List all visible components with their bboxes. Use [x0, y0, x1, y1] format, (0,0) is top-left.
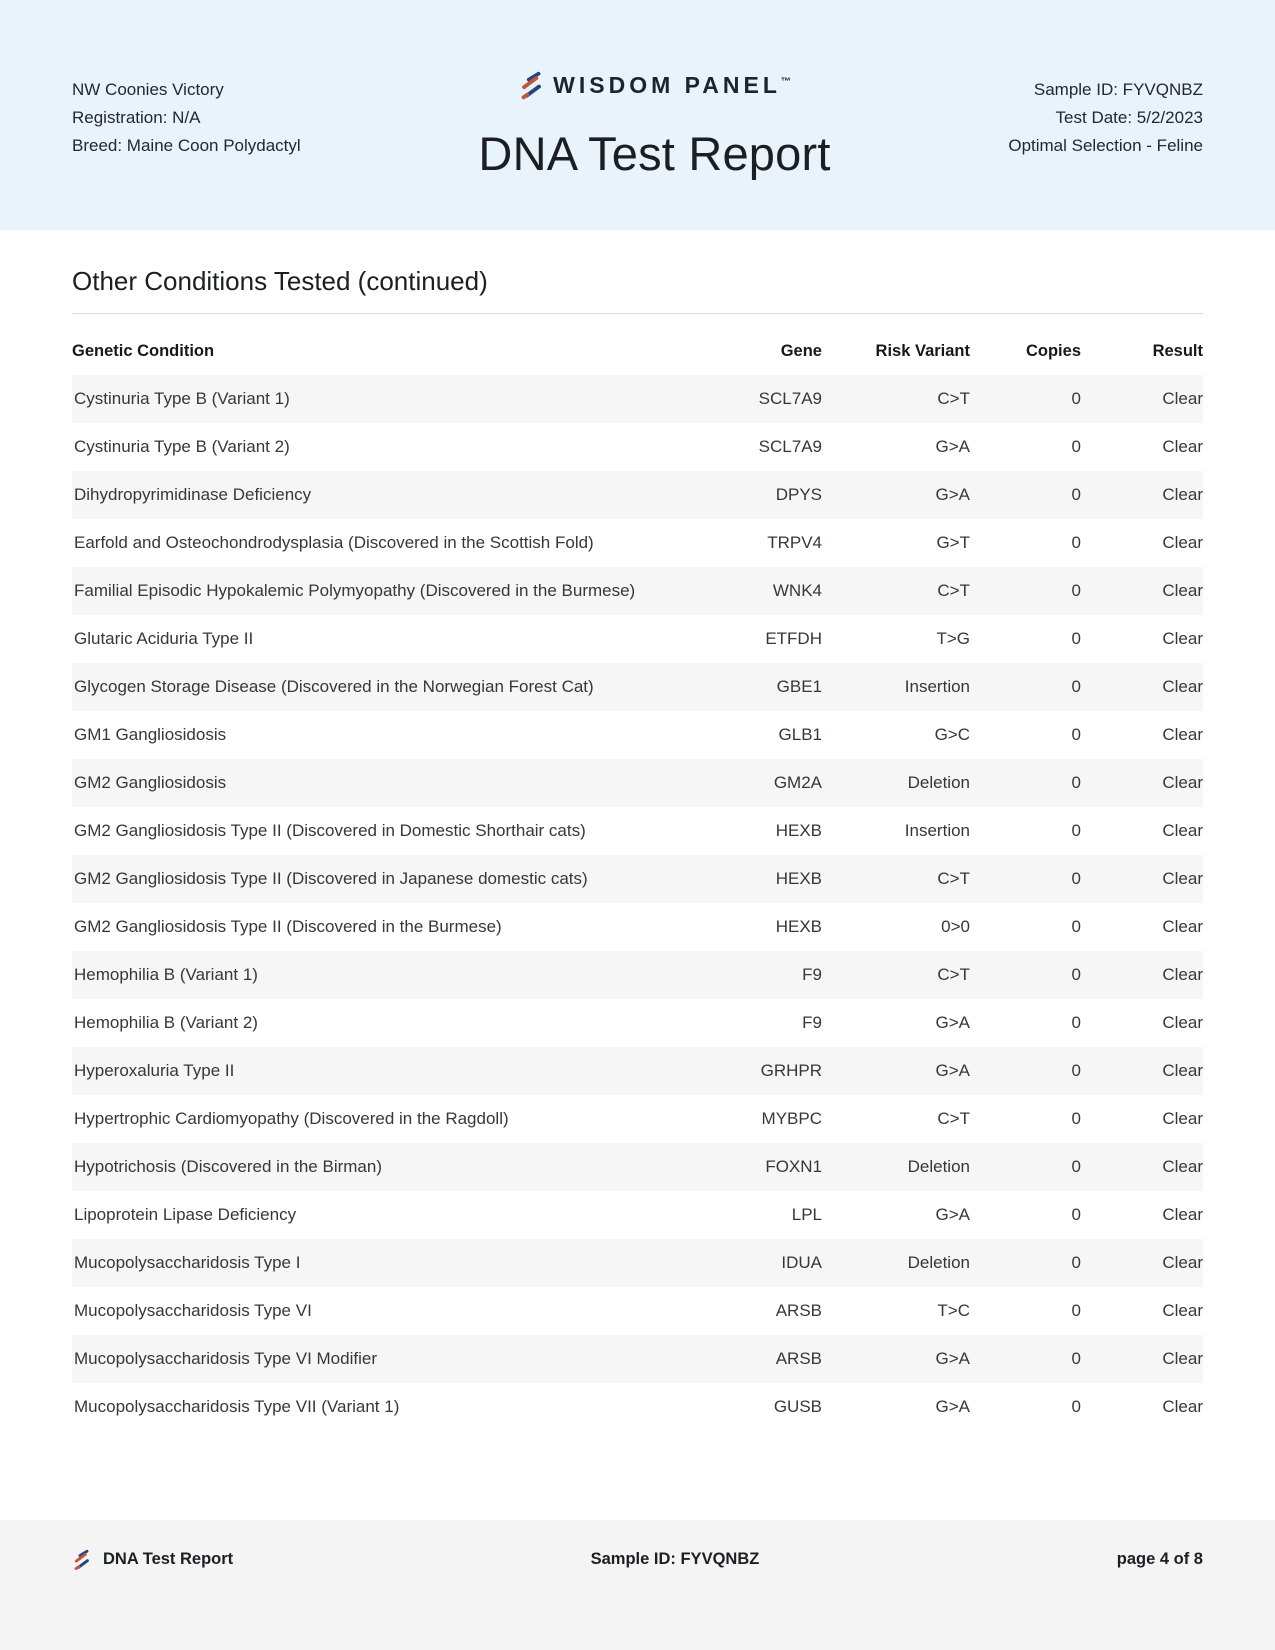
cell-gene: WNK4	[772, 581, 822, 600]
table-row	[72, 663, 1203, 711]
cell-gene: GRHPR	[760, 1061, 822, 1080]
cell-variant: C>T	[937, 581, 970, 600]
cell-copies: 0	[1071, 917, 1081, 936]
cell-variant: Deletion	[907, 1157, 970, 1176]
cell-copies: 0	[1071, 1397, 1081, 1416]
conditions-table-body	[72, 375, 1203, 1431]
cell-variant: Insertion	[904, 821, 970, 840]
table-row	[72, 567, 1203, 615]
cell-condition: Mucopolysaccharidosis Type VI	[74, 1301, 312, 1320]
report-title: DNA Test Report	[478, 127, 831, 180]
cell-condition: Hemophilia B (Variant 1)	[74, 965, 258, 984]
cell-copies: 0	[1071, 1061, 1081, 1080]
cell-variant: G>T	[936, 533, 970, 552]
table-row	[72, 1143, 1203, 1191]
cell-variant: G>A	[935, 1397, 970, 1416]
table-row	[72, 807, 1203, 855]
cell-variant: C>T	[937, 869, 970, 888]
cell-gene: DPYS	[775, 485, 822, 504]
cell-variant: Insertion	[904, 677, 970, 696]
cell-result: Clear	[1162, 965, 1203, 984]
sample-info-block	[1008, 76, 1203, 230]
cell-variant: G>A	[935, 1061, 970, 1080]
table-row	[72, 1191, 1203, 1239]
cell-copies: 0	[1071, 389, 1081, 408]
cell-copies: 0	[1071, 773, 1081, 792]
cell-copies: 0	[1071, 437, 1081, 456]
table-row	[72, 759, 1203, 807]
cell-result: Clear	[1162, 1205, 1203, 1224]
cell-condition: Hypertrophic Cardiomyopathy (Discovered in the Ragdoll)	[74, 1109, 509, 1128]
cell-copies: 0	[1071, 1205, 1081, 1224]
cell-copies: 0	[1071, 581, 1081, 600]
report-footer	[0, 1520, 1275, 1650]
table-row	[72, 855, 1203, 903]
cell-result: Clear	[1162, 677, 1203, 696]
cell-result: Clear	[1162, 1109, 1203, 1128]
cell-gene: SCL7A9	[758, 437, 822, 456]
footer-sample-id: Sample ID: FYVQNBZ	[590, 1550, 760, 1568]
table-header	[72, 314, 1203, 375]
table-row	[72, 951, 1203, 999]
cell-copies: 0	[1071, 965, 1081, 984]
cell-condition: Mucopolysaccharidosis Type VII (Variant 1)	[74, 1397, 400, 1416]
brand-block	[478, 70, 830, 230]
cell-variant: G>A	[935, 1205, 970, 1224]
footer-report-label: DNA Test Report	[103, 1550, 234, 1568]
cell-condition: Cystinuria Type B (Variant 1)	[74, 389, 290, 408]
product-name: Optimal Selection - Feline	[1008, 136, 1203, 155]
cell-variant: G>A	[935, 1013, 970, 1032]
cell-gene: GLB1	[778, 725, 822, 744]
footer-page-number: page 4 of 8	[1116, 1550, 1203, 1568]
cell-variant: G>A	[935, 437, 970, 456]
table-row	[72, 1335, 1203, 1383]
cell-condition: Mucopolysaccharidosis Type VI Modifier	[74, 1349, 377, 1368]
cell-copies: 0	[1071, 485, 1081, 504]
cell-gene: GBE1	[776, 677, 822, 696]
cell-variant: C>T	[937, 1109, 970, 1128]
cell-condition: Familial Episodic Hypokalemic Polymyopathy (Discovered in the Burmese)	[74, 581, 636, 600]
cell-copies: 0	[1071, 1157, 1081, 1176]
cell-copies: 0	[1071, 725, 1081, 744]
cell-variant: Deletion	[907, 1253, 970, 1272]
cell-copies: 0	[1071, 1013, 1081, 1032]
table-row	[72, 1287, 1203, 1335]
cell-variant: T>G	[936, 629, 970, 648]
cell-variant: C>T	[937, 965, 970, 984]
cell-result: Clear	[1162, 773, 1203, 792]
cell-result: Clear	[1162, 917, 1203, 936]
footer-brand	[72, 1548, 233, 1571]
cell-variant: C>T	[937, 389, 970, 408]
trademark-symbol: ™	[780, 75, 791, 87]
cell-condition: Dihydropyrimidinase Deficiency	[74, 485, 312, 504]
cell-variant: G>C	[934, 725, 970, 744]
cell-gene: ARSB	[775, 1349, 822, 1368]
cell-gene: FOXN1	[765, 1157, 822, 1176]
cell-condition: GM2 Gangliosidosis Type II (Discovered in Domestic Shorthair cats)	[74, 821, 586, 840]
table-row	[72, 903, 1203, 951]
cell-condition: Glutaric Aciduria Type II	[74, 629, 254, 648]
cell-gene: F9	[802, 965, 822, 984]
cell-copies: 0	[1071, 1253, 1081, 1272]
cell-gene: MYBPC	[761, 1109, 822, 1128]
cell-result: Clear	[1162, 629, 1203, 648]
cell-result: Clear	[1162, 485, 1203, 504]
cell-result: Clear	[1162, 1013, 1203, 1032]
pet-breed: Breed: Maine Coon Polydactyl	[72, 136, 301, 155]
table-row	[72, 711, 1203, 759]
cell-gene: ETFDH	[765, 629, 822, 648]
cell-gene: TRPV4	[767, 533, 822, 552]
cell-copies: 0	[1071, 677, 1081, 696]
cell-copies: 0	[1071, 1349, 1081, 1368]
cell-variant: 0>0	[941, 917, 970, 936]
cell-result: Clear	[1162, 389, 1203, 408]
table-row	[72, 1047, 1203, 1095]
cell-result: Clear	[1162, 869, 1203, 888]
column-header-risk-variant: Risk Variant	[875, 342, 970, 360]
cell-result: Clear	[1162, 533, 1203, 552]
pet-registration: Registration: N/A	[72, 108, 201, 127]
report-header	[0, 0, 1275, 230]
cell-copies: 0	[1071, 1109, 1081, 1128]
cell-result: Clear	[1162, 1157, 1203, 1176]
dna-helix-icon	[72, 1548, 91, 1571]
cell-condition: GM2 Gangliosidosis	[74, 773, 227, 792]
cell-condition: Mucopolysaccharidosis Type I	[74, 1253, 301, 1272]
table-row	[72, 423, 1203, 471]
cell-gene: GM2A	[773, 773, 822, 792]
cell-result: Clear	[1162, 437, 1203, 456]
dna-helix-icon	[518, 70, 544, 100]
cell-variant: G>A	[935, 1349, 970, 1368]
wisdom-panel-logo	[478, 70, 830, 100]
cell-gene: LPL	[791, 1205, 822, 1224]
cell-result: Clear	[1162, 1061, 1203, 1080]
cell-gene: IDUA	[781, 1253, 822, 1272]
column-header-gene: Gene	[780, 342, 822, 360]
cell-condition: GM2 Gangliosidosis Type II (Discovered in the Burmese)	[74, 917, 502, 936]
cell-result: Clear	[1162, 725, 1203, 744]
cell-gene: ARSB	[775, 1301, 822, 1320]
pet-info-block	[72, 76, 301, 230]
main-content	[0, 266, 1275, 1431]
column-header-genetic-condition: Genetic Condition	[72, 342, 215, 360]
cell-result: Clear	[1162, 821, 1203, 840]
cell-result: Clear	[1162, 1301, 1203, 1320]
cell-condition: Glycogen Storage Disease (Discovered in the Norwegian Forest Cat)	[74, 677, 594, 696]
cell-result: Clear	[1162, 1253, 1203, 1272]
column-header-copies: Copies	[1025, 342, 1081, 360]
cell-gene: HEXB	[775, 821, 822, 840]
cell-condition: Hyperoxaluria Type II	[74, 1061, 235, 1080]
cell-condition: Hemophilia B (Variant 2)	[74, 1013, 258, 1032]
table-row	[72, 1383, 1203, 1431]
cell-variant: G>A	[935, 485, 970, 504]
pet-name: NW Coonies Victory	[72, 80, 224, 99]
cell-gene: F9	[802, 1013, 822, 1032]
test-date: Test Date: 5/2/2023	[1055, 108, 1203, 127]
column-header-result: Result	[1152, 342, 1203, 360]
logo-wordmark: WISDOM PANEL™	[553, 71, 791, 98]
table-row	[72, 1239, 1203, 1287]
cell-condition: Cystinuria Type B (Variant 2)	[74, 437, 290, 456]
cell-gene: HEXB	[775, 917, 822, 936]
cell-condition: Hypotrichosis (Discovered in the Birman)	[74, 1157, 382, 1176]
cell-result: Clear	[1162, 1397, 1203, 1416]
table-row	[72, 615, 1203, 663]
cell-condition: Earfold and Osteochondrodysplasia (Discovered in the Scottish Fold)	[74, 533, 594, 552]
cell-condition: Lipoprotein Lipase Deficiency	[74, 1205, 297, 1224]
table-row	[72, 519, 1203, 567]
table-row	[72, 375, 1203, 423]
conditions-table	[72, 314, 1203, 1431]
cell-copies: 0	[1071, 821, 1081, 840]
table-row	[72, 999, 1203, 1047]
cell-result: Clear	[1162, 581, 1203, 600]
cell-copies: 0	[1071, 629, 1081, 648]
cell-result: Clear	[1162, 1349, 1203, 1368]
cell-copies: 0	[1071, 533, 1081, 552]
cell-condition: GM2 Gangliosidosis Type II (Discovered in Japanese domestic cats)	[74, 869, 588, 888]
sample-id: Sample ID: FYVQNBZ	[1033, 80, 1203, 99]
section-title: Other Conditions Tested (continued)	[72, 266, 1203, 314]
cell-variant: Deletion	[907, 773, 970, 792]
cell-variant: T>C	[937, 1301, 970, 1320]
cell-copies: 0	[1071, 1301, 1081, 1320]
cell-copies: 0	[1071, 869, 1081, 888]
cell-gene: HEXB	[775, 869, 822, 888]
table-row	[72, 471, 1203, 519]
cell-condition: GM1 Gangliosidosis	[74, 725, 227, 744]
cell-gene: GUSB	[773, 1397, 822, 1416]
table-row	[72, 1095, 1203, 1143]
cell-gene: SCL7A9	[758, 389, 822, 408]
